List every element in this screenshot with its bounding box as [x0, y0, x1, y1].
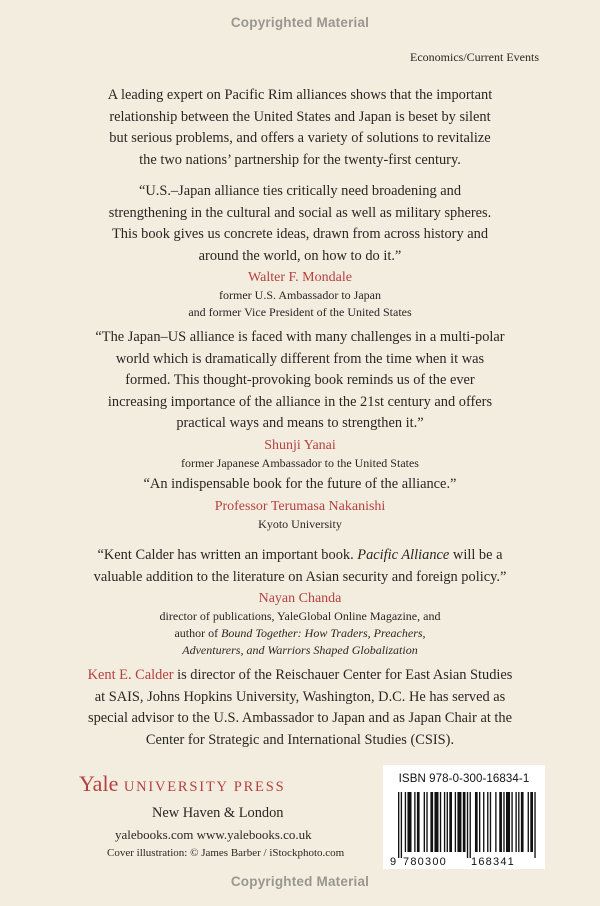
intro-paragraph: A leading expert on Pacific Rim alliances shows that the important relationship between the United States and Japan is beset by silent but serious problems, and offers a variety of solutions to revitalize the two nations’ partnership for the twenty-first century.	[107, 87, 493, 168]
blurb-author-title: Kyoto University	[258, 516, 342, 531]
barcode-digit-prefix: 9	[390, 856, 397, 868]
publisher-city: New Haven & London	[152, 805, 284, 821]
barcode-bar	[511, 792, 512, 852]
barcode-bar	[530, 792, 533, 852]
barcode-bar	[405, 792, 406, 852]
blurb-author-name: Shunji Yanai	[264, 437, 336, 453]
barcode-bar	[417, 792, 420, 852]
publisher-logo: Yale UNIVERSITY PRESS	[79, 771, 286, 796]
barcode-bar	[447, 792, 448, 852]
blurb-chanda	[0, 545, 600, 659]
barcode-image	[383, 790, 545, 869]
barcode-bar	[503, 792, 504, 852]
barcode-bar	[518, 792, 519, 852]
barcode-bar	[444, 792, 445, 852]
barcode-bar	[490, 792, 491, 852]
blurb-quote: “Kent Calder has written an important book. Pacific Alliance will be a valuable addition to the literature on Asian security and foreign policy.”	[93, 547, 507, 585]
blurb-author-title: and former Vice President of the United States	[188, 305, 412, 319]
blurb-nakanishi	[0, 474, 600, 533]
barcode-bar	[470, 792, 471, 858]
blurb-author-title: former U.S. Ambassador to Japan	[219, 288, 381, 302]
publisher-urls: yalebooks.com www.yalebooks.co.uk	[115, 827, 312, 842]
blurb-quote: “An indispensable book for the future of the alliance.”	[143, 476, 457, 492]
copyright-watermark-top: Copyrighted Material	[230, 15, 370, 30]
intro-section	[0, 85, 600, 171]
blurb-yanai	[0, 327, 600, 472]
blurb-mondale	[0, 181, 600, 321]
barcode-digits-left: 780300	[403, 856, 447, 868]
blurb-author-name: Walter F. Mondale	[248, 270, 352, 285]
isbn-barcode-box	[383, 765, 545, 869]
barcode-bar	[506, 792, 510, 852]
barcode-bar	[426, 792, 427, 852]
blurb-author-title: former Japanese Ambassador to the United States	[181, 455, 419, 470]
blurb-author-title: Adventurers, and Warriors Shaped Globalization	[182, 643, 418, 657]
barcode-bar	[475, 792, 478, 852]
blurb-author-title: author of Bound Together: How Traders, Preachers,	[174, 626, 426, 640]
author-bio-section	[0, 665, 600, 751]
barcode-bar	[495, 792, 496, 852]
barcode-bar	[457, 792, 461, 852]
barcode-bar	[479, 792, 480, 852]
author-bio: Kent E. Calder is director of the Reischauer Center for East Asian Studies at SAIS, Johns Hopkins University, Washington, D.C. He has served as special advisor to the U.S. Ambassador to Japan and as Japan Chair at the Center for Strategic and International Studies (CSIS).	[87, 667, 513, 748]
barcode-bar	[424, 792, 425, 852]
cover-credit: Cover illustration: © James Barber / iStockphoto.com	[107, 847, 345, 859]
publisher-block	[79, 772, 359, 861]
barcode-bar	[515, 792, 516, 852]
barcode-bar	[521, 792, 524, 852]
barcode-bar	[398, 792, 399, 858]
barcode-bar	[487, 792, 488, 852]
barcode-bar	[455, 792, 456, 852]
blurb-author-name: Professor Terumasa Nakanishi	[214, 498, 386, 514]
isbn-label: ISBN 978-0-300-16834-1	[398, 773, 530, 785]
barcode-bar	[499, 792, 502, 852]
barcode-bar	[430, 792, 433, 852]
barcode-bar	[463, 792, 466, 852]
category-label: Economics/Current Events	[410, 50, 539, 64]
barcode-bar	[401, 792, 402, 858]
barcode-bar	[434, 792, 438, 852]
barcode-digits-right: 168341	[471, 856, 515, 868]
blurb-quote: “The Japan–US alliance is faced with many challenges in a multi-polar world which is dramatically different from the time when it was formed. This thought-provoking book reminds us of the ever increasing importance of the alliance in the 21st century and offers practical ways and means to strengthen it.”	[95, 329, 505, 431]
barcode-bar	[528, 792, 529, 852]
author-name: Kent E. Calder	[87, 667, 174, 683]
blurb-quote: “U.S.–Japan alliance ties critically need broadening and strengthening in the cultural and social as well as military spheres. This book gives us concrete ideas, drawn from across history and around the world, on how to do it.”	[108, 183, 492, 264]
blurb-author-title: director of publications, YaleGlobal Online Magazine, and	[159, 609, 441, 623]
copyright-watermark-bottom: Copyrighted Material	[230, 874, 370, 889]
blurb-author-name: Nayan Chanda	[258, 591, 342, 606]
barcode-bar	[414, 792, 415, 852]
barcode-bar	[534, 792, 535, 858]
barcode-bar	[440, 792, 441, 852]
barcode-bar	[407, 792, 411, 852]
barcode-bar	[449, 792, 452, 852]
barcode-bar	[483, 792, 484, 852]
barcode-bar	[467, 792, 468, 858]
